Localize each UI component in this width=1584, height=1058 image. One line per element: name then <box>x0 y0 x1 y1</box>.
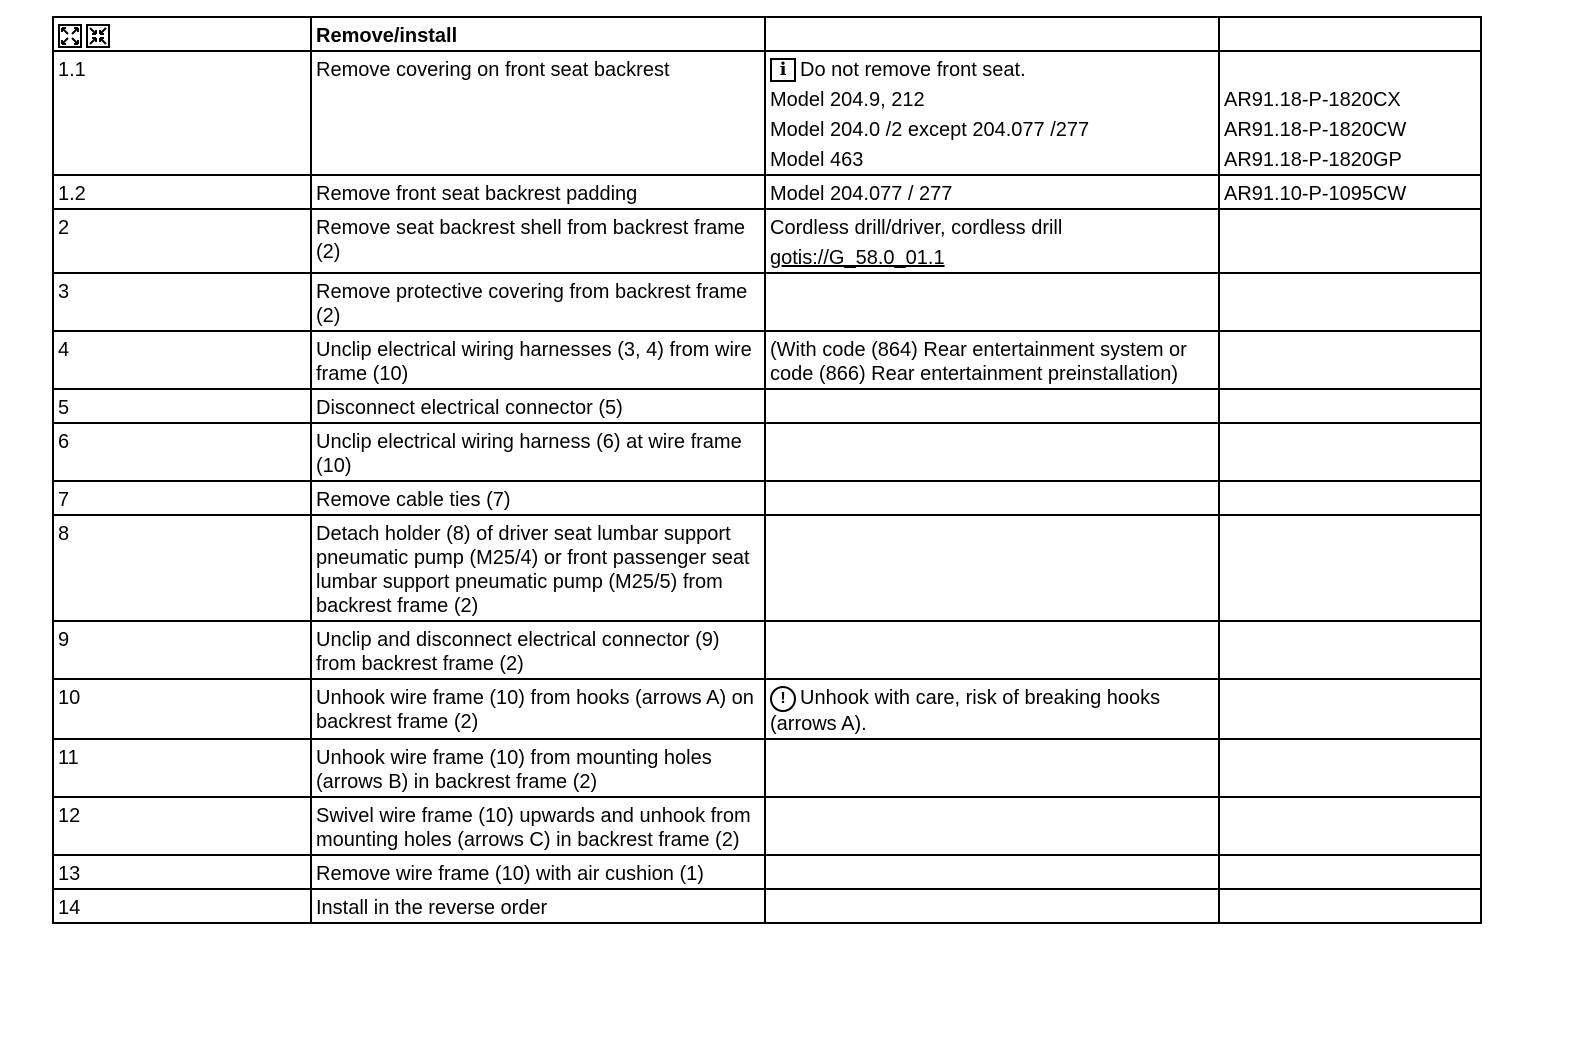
note-line <box>770 88 1214 112</box>
step-notes <box>765 273 1219 331</box>
step-number: 2 <box>53 209 311 273</box>
step-action: Remove protective covering from backrest frame (2) <box>311 273 765 331</box>
note-line <box>770 216 1214 240</box>
expand-icon[interactable] <box>58 24 82 48</box>
table-row <box>53 621 1481 679</box>
info-icon: i <box>770 58 796 82</box>
header-refs-cell <box>1219 17 1481 51</box>
step-number: 1.1 <box>53 51 311 175</box>
step-action: Install in the reverse order <box>311 889 765 923</box>
step-notes <box>765 51 1219 175</box>
table-row <box>53 855 1481 889</box>
step-notes <box>765 389 1219 423</box>
step-number: 11 <box>53 739 311 797</box>
table-row <box>53 797 1481 855</box>
note-text: Unhook with care, risk of breaking hooks (arrows A). <box>770 687 1161 735</box>
reference-code[interactable]: AR91.18-P-1820GP <box>1224 149 1402 171</box>
warning-icon: ! <box>770 686 796 712</box>
step-references <box>1219 481 1481 515</box>
step-action: Disconnect electrical connector (5) <box>311 389 765 423</box>
reference-code[interactable]: AR91.18-P-1820CX <box>1224 89 1401 111</box>
step-number: 5 <box>53 389 311 423</box>
collapse-icon[interactable] <box>86 24 110 48</box>
step-notes <box>765 331 1219 389</box>
step-references <box>1219 51 1481 175</box>
table-row <box>53 331 1481 389</box>
step-references <box>1219 739 1481 797</box>
step-references <box>1219 175 1481 209</box>
reference-code[interactable]: AR91.10-P-1095CW <box>1224 183 1407 205</box>
step-references <box>1219 273 1481 331</box>
step-action: Unclip electrical wiring harness (6) at wire frame (10) <box>311 423 765 481</box>
table-row <box>53 739 1481 797</box>
step-number: 1.2 <box>53 175 311 209</box>
step-action: Unhook wire frame (10) from hooks (arrows A) on backrest frame (2) <box>311 679 765 739</box>
note-text: Model 204.0 /2 except 204.077 /277 <box>770 119 1090 141</box>
note-line <box>770 58 1214 82</box>
step-number: 13 <box>53 855 311 889</box>
step-notes <box>765 175 1219 209</box>
step-action: Remove wire frame (10) with air cushion (1) <box>311 855 765 889</box>
header-row <box>53 17 1481 51</box>
note-text: Model 204.077 / 277 <box>770 183 953 205</box>
step-number: 10 <box>53 679 311 739</box>
step-notes <box>765 679 1219 739</box>
step-action: Unclip and disconnect electrical connector (9) from backrest frame (2) <box>311 621 765 679</box>
table-row <box>53 889 1481 923</box>
step-number: 8 <box>53 515 311 621</box>
step-action: Remove cable ties (7) <box>311 481 765 515</box>
note-text: Model 204.9, 212 <box>770 89 925 111</box>
step-action: Swivel wire frame (10) upwards and unhook from mounting holes (arrows C) in backrest frame (2) <box>311 797 765 855</box>
note-line <box>770 148 1214 172</box>
step-references <box>1219 797 1481 855</box>
step-references <box>1219 515 1481 621</box>
step-notes <box>765 423 1219 481</box>
note-text: Cordless drill/driver, cordless drill <box>770 217 1063 239</box>
table-row <box>53 209 1481 273</box>
step-references <box>1219 331 1481 389</box>
note-line <box>770 338 1214 386</box>
step-action: Remove front seat backrest padding <box>311 175 765 209</box>
note-text: Model 463 <box>770 149 864 171</box>
note-text: Do not remove front seat. <box>800 59 1026 81</box>
step-action: Detach holder (8) of driver seat lumbar support pneumatic pump (M25/4) or front passenger seat lumbar support pneumatic pump (M25/5) from backrest frame (2) <box>311 515 765 621</box>
note-text: (With code (864) Rear entertainment system or code (866) Rear entertainment preinstallation) <box>770 339 1187 385</box>
step-number: 6 <box>53 423 311 481</box>
note-line <box>770 686 1214 736</box>
header-icons-cell <box>53 17 311 51</box>
table-row <box>53 389 1481 423</box>
step-notes <box>765 515 1219 621</box>
note-line <box>770 182 1214 206</box>
table-row <box>53 481 1481 515</box>
table-row <box>53 679 1481 739</box>
header-title: Remove/install <box>311 17 765 51</box>
step-notes <box>765 209 1219 273</box>
table-row <box>53 51 1481 175</box>
step-notes <box>765 621 1219 679</box>
step-references <box>1219 621 1481 679</box>
step-number: 14 <box>53 889 311 923</box>
step-notes <box>765 889 1219 923</box>
step-references <box>1219 679 1481 739</box>
step-references <box>1219 389 1481 423</box>
step-references <box>1219 423 1481 481</box>
step-notes <box>765 481 1219 515</box>
note-line <box>770 118 1214 142</box>
step-action: Remove seat backrest shell from backrest frame (2) <box>311 209 765 273</box>
step-notes <box>765 855 1219 889</box>
table-row <box>53 175 1481 209</box>
table-row <box>53 515 1481 621</box>
step-references <box>1219 855 1481 889</box>
table-row <box>53 273 1481 331</box>
step-number: 12 <box>53 797 311 855</box>
step-notes <box>765 797 1219 855</box>
note-link[interactable]: gotis://G_58.0_01.1 <box>770 247 945 269</box>
table-row <box>53 423 1481 481</box>
step-references <box>1219 209 1481 273</box>
step-number: 7 <box>53 481 311 515</box>
step-action: Remove covering on front seat backrest <box>311 51 765 175</box>
step-number: 3 <box>53 273 311 331</box>
step-action: Unhook wire frame (10) from mounting holes (arrows B) in backrest frame (2) <box>311 739 765 797</box>
step-number: 9 <box>53 621 311 679</box>
step-number: 4 <box>53 331 311 389</box>
reference-code[interactable]: AR91.18-P-1820CW <box>1224 119 1407 141</box>
header-notes-cell <box>765 17 1219 51</box>
procedure-table <box>52 16 1482 924</box>
step-action: Unclip electrical wiring harnesses (3, 4) from wire frame (10) <box>311 331 765 389</box>
note-line[interactable] <box>770 246 1214 270</box>
reference-code <box>1224 58 1476 82</box>
step-references <box>1219 889 1481 923</box>
step-notes <box>765 739 1219 797</box>
